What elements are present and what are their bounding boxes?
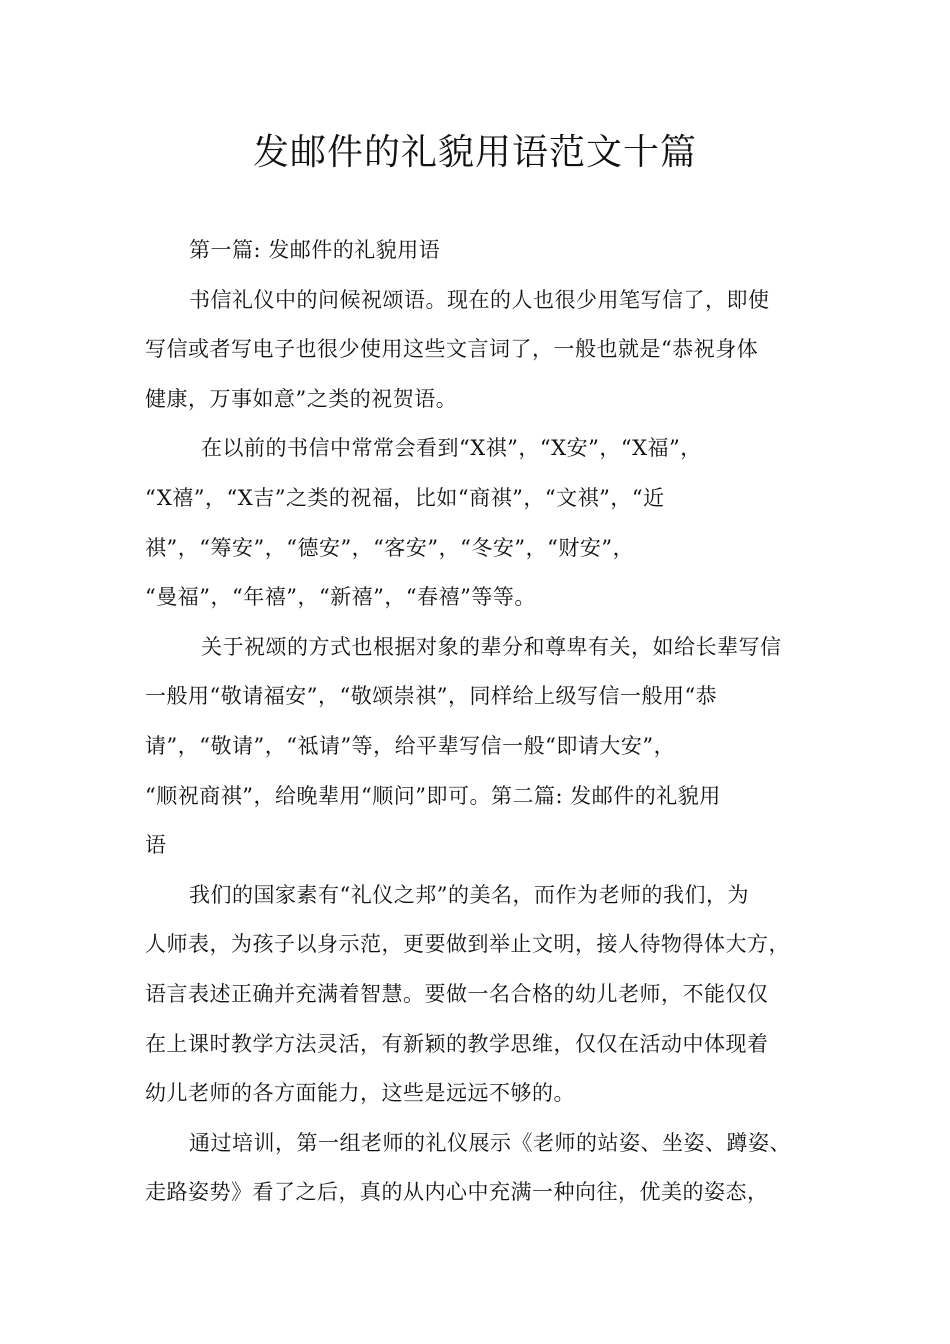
paragraph-line: 健康，万事如意”之类的祝贺语。 <box>145 386 458 411</box>
document-title: 发邮件的礼貌用语范文十篇 <box>252 132 697 173</box>
paragraph-line: 关于祝颂的方式也根据对象的辈分和尊卑有关，如给长辈写信 <box>201 634 782 659</box>
document-body <box>145 226 825 1218</box>
paragraph-line: 写信或者写电子也很少使用这些文言词了，一般也就是“恭祝身体 <box>145 337 759 362</box>
paragraph-line: 书信礼仪中的问候祝颂语。现在的人也很少用笔写信了，即使 <box>189 287 770 312</box>
paragraph-line: 在以前的书信中常常会看到“X祺”，“X安”，“X福”， <box>201 436 702 461</box>
paragraph-line: “曼福”，“年禧”，“新禧”，“春禧”等等。 <box>145 585 536 610</box>
paragraph-line: 幼儿老师的各方面能力，这些是远远不够的。 <box>145 1081 575 1106</box>
paragraph-line: 语言表述正确并充满着智慧。要做一名合格的幼儿老师，不能仅仅 <box>145 981 769 1006</box>
paragraph-line: 人师表，为孩子以身示范，更要做到举止文明，接人待物得体大方， <box>145 932 790 957</box>
paragraph-line: 通过培训，第一组老师的礼仪展示《老师的站姿、坐姿、蹲姿、 <box>189 1130 791 1155</box>
paragraph-line: 请”，“敬请”，“祗请”等，给平辈写信一般“即请大安”， <box>145 733 676 758</box>
paragraph-line: “X禧”，“X吉”之类的祝福，比如“商祺”，“文祺”，“近 <box>145 485 665 510</box>
paragraph-line: 一般用“敬请福安”，“敬颂崇祺”，同样给上级写信一般用“恭 <box>145 684 718 709</box>
paragraph-line: 语 <box>145 833 167 858</box>
paragraph-line: 我们的国家素有“礼仪之邦”的美名，而作为老师的我们，为 <box>189 882 749 907</box>
paragraph-line: “顺祝商祺”，给晚辈用“顺问”即可。第二篇: 发邮件的礼貌用 <box>145 783 721 808</box>
section-heading: 第一篇: 发邮件的礼貌用语 <box>189 238 441 262</box>
paragraph-line: 在上课时教学方法灵活，有新颖的教学思维，仅仅在活动中体现着 <box>145 1031 769 1056</box>
paragraph-line: 祺”，“筹安”，“德安”，“客安”，“冬安”，“财安”， <box>145 535 635 560</box>
paragraph-line: 走路姿势》看了之后，真的从内心中充满一种向往，优美的姿态， <box>145 1180 769 1205</box>
